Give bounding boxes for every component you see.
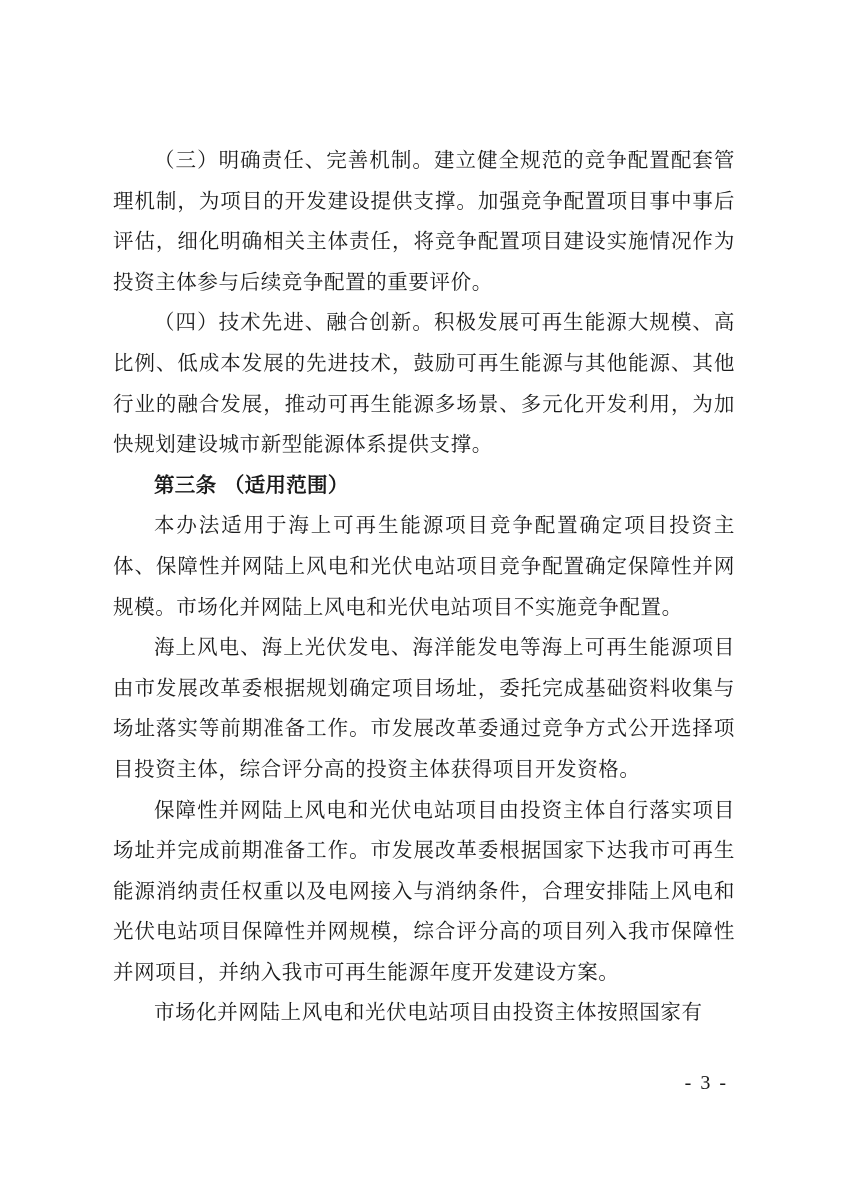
article-heading: 第三条 （适用范围） bbox=[154, 472, 349, 497]
page-number: - 3 - bbox=[684, 1072, 728, 1094]
paragraph-offshore-projects: 海上风电、海上光伏发电、海洋能发电等海上可再生能源项目由市发展改革委根据规划确定项目场址，委托完成基础资料收集与场址落实等前期准备工作。市发展改革委通过竞争方式公开选择项目投资主体，综合评分高的投资主体获得项目开发资格。 bbox=[113, 635, 735, 781]
paragraph-guaranteed-grid-projects: 保障性并网陆上风电和光伏电站项目由投资主体自行落实项目场址并完成前期准备工作。市发展改革委根据国家下达我市可再生能源消纳责任权重以及电网接入与消纳条件，合理安排陆上风电和光伏电站项目保障性并网规模，综合评分高的项目列入我市保障性并网项目，并纳入我市可再生能源年度开发建设方案。 bbox=[113, 797, 735, 984]
paragraph-scope: 本办法适用于海上可再生能源项目竞争配置确定项目投资主体、保障性并网陆上风电和光伏电站项目竞争配置确定保障性并网规模。市场化并网陆上风电和光伏电站项目不实施竞争配置。 bbox=[113, 513, 735, 619]
paragraph-technology-innovation: （四）技术先进、融合创新。积极发展可再生能源大规模、高比例、低成本发展的先进技术，鼓励可再生能源与其他能源、其他行业的融合发展，推动可再生能源多场景、多元化开发利用，为加快规划建设城市新型能源体系提供支撑。 bbox=[113, 310, 735, 457]
paragraph-market-grid-projects: 市场化并网陆上风电和光伏电站项目由投资主体按照国家有 bbox=[154, 1000, 703, 1025]
paragraph-responsibility-mechanism: （三）明确责任、完善机制。建立健全规范的竞争配置配套管理机制，为项目的开发建设提供支撑。加强竞争配置项目事中事后评估，细化明确相关主体责任，将竞争配置项目建设实施情况作为投资主体参与后续竞争配置的重要评价。 bbox=[113, 148, 735, 294]
document-body bbox=[113, 140, 735, 1033]
